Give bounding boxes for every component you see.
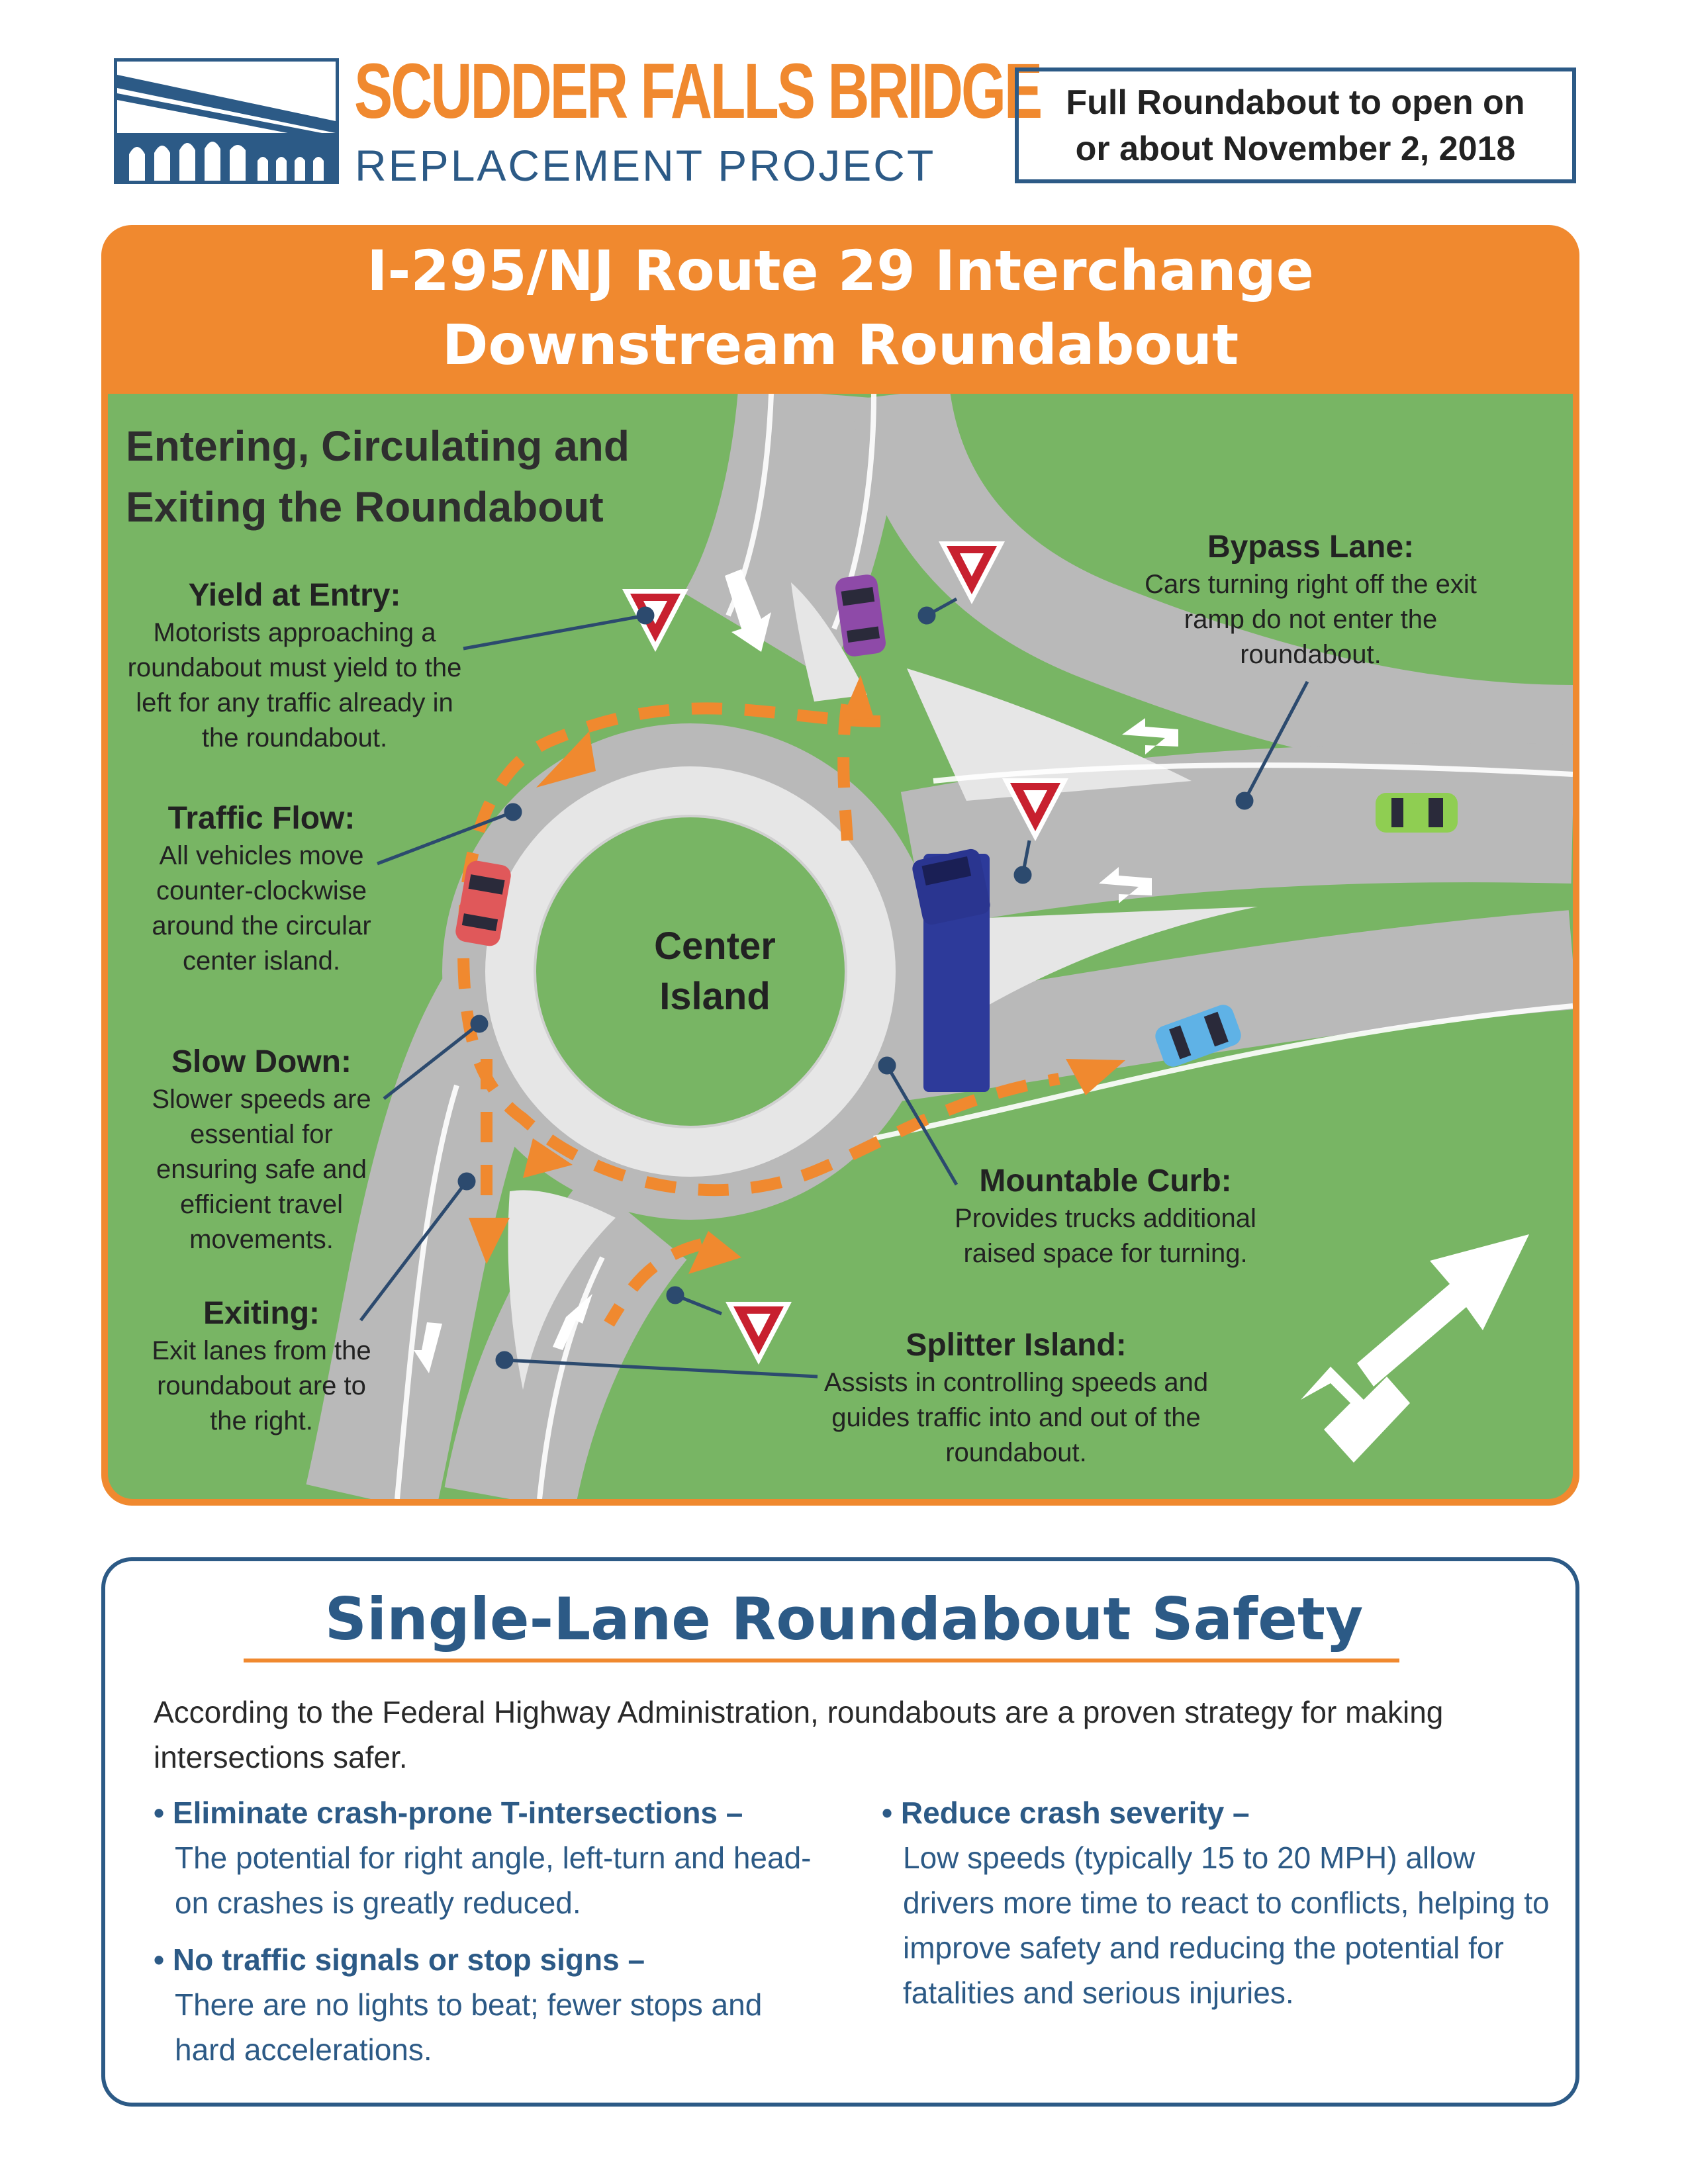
callout-bypass-lane xyxy=(1135,527,1486,672)
roundabout-card-title xyxy=(101,225,1579,390)
callout-title: Yield at Entry: xyxy=(188,578,401,613)
callout-splitter-island xyxy=(811,1326,1221,1471)
logo-subtitle: REPLACEMENT PROJECT xyxy=(355,141,936,190)
callout-title: Slow Down: xyxy=(171,1044,352,1079)
green-car-icon xyxy=(1376,793,1458,833)
center-island-label-line: Center xyxy=(654,925,776,968)
callout-body: Slower speeds are essential for ensuring safe and efficient travel movements. xyxy=(152,1085,371,1254)
bullet-body: The potential for right angle, left-turn and head-on crashes is greatly reduced. xyxy=(175,1841,812,1920)
diagram-heading-line: Exiting the Roundabout xyxy=(126,483,604,531)
bridge-icon xyxy=(117,62,336,181)
center-island-label-line: Island xyxy=(659,975,771,1018)
north-approach-road xyxy=(755,394,821,635)
title-line: I-295/NJ Route 29 Interchange xyxy=(367,238,1314,303)
callout-title: Splitter Island: xyxy=(906,1328,1127,1363)
opening-notice-line: or about November 2, 2018 xyxy=(1075,129,1516,168)
yield-sign-icon xyxy=(726,1302,792,1365)
callout-traffic-flow xyxy=(136,799,387,979)
bullet-title: • Reduce crash severity – xyxy=(882,1790,1550,1835)
logo-title: SCUDDER FALLS BRIDGE xyxy=(354,48,1041,135)
callout-body: Cars turning right off the exit ramp do not enter the roundabout. xyxy=(1145,570,1477,669)
callout-body: Exit lanes from the roundabout are to the right. xyxy=(152,1336,371,1435)
safety-title: Single-Lane Roundabout Safety xyxy=(324,1585,1364,1653)
safety-intro: According to the Federal Highway Administration, roundabouts are a proven strategy for making intersections safer. xyxy=(154,1695,1444,1774)
east-road xyxy=(914,813,1573,860)
callout-exiting xyxy=(136,1294,387,1439)
callout-slow-down xyxy=(136,1042,387,1257)
title-divider xyxy=(244,1659,1399,1662)
callout-title: Mountable Curb: xyxy=(979,1163,1232,1199)
diagram-heading-line: Entering, Circulating and xyxy=(126,422,630,470)
callout-title: Exiting: xyxy=(203,1296,320,1331)
callout-title: Bypass Lane: xyxy=(1207,529,1415,565)
bullet-body: Low speeds (typically 15 to 20 MPH) allow drivers more time to react to conflicts, helping to improve safety and reducing the potential for fatalities and serious injuries. xyxy=(903,1841,1550,2010)
opening-notice xyxy=(1015,68,1576,183)
safety-bullet xyxy=(882,1790,1550,2015)
callout-body: All vehicles move counter-clockwise around the circular center island. xyxy=(152,841,371,976)
callout-mountable-curb xyxy=(927,1161,1284,1271)
opening-notice-line: Full Roundabout to open on xyxy=(1066,83,1525,122)
bridge-logo xyxy=(114,58,339,184)
safety-bullet xyxy=(154,1937,816,2072)
callout-title: Traffic Flow: xyxy=(167,801,355,836)
title-line: Downstream Roundabout xyxy=(442,312,1239,377)
bullet-title: • Eliminate crash-prone T-intersections – xyxy=(154,1790,816,1835)
safety-bullet xyxy=(154,1790,816,1925)
callout-body: Motorists approaching a roundabout must yield to the left for any traffic already in the roundabout. xyxy=(127,618,462,752)
north-arrow-icon xyxy=(1301,1234,1529,1463)
yield-sign-icon xyxy=(622,589,688,652)
callout-yield-at-entry xyxy=(116,576,473,756)
bullet-body: There are no lights to beat; fewer stops and hard accelerations. xyxy=(175,1987,763,2067)
bullet-title: • No traffic signals or stop signs – xyxy=(154,1937,816,1982)
callout-body: Assists in controlling speeds and guides traffic into and out of the roundabout. xyxy=(823,1368,1209,1467)
center-island-label xyxy=(596,921,834,1022)
diagram-heading xyxy=(126,416,630,537)
callout-body: Provides trucks additional raised space for turning. xyxy=(955,1204,1256,1268)
